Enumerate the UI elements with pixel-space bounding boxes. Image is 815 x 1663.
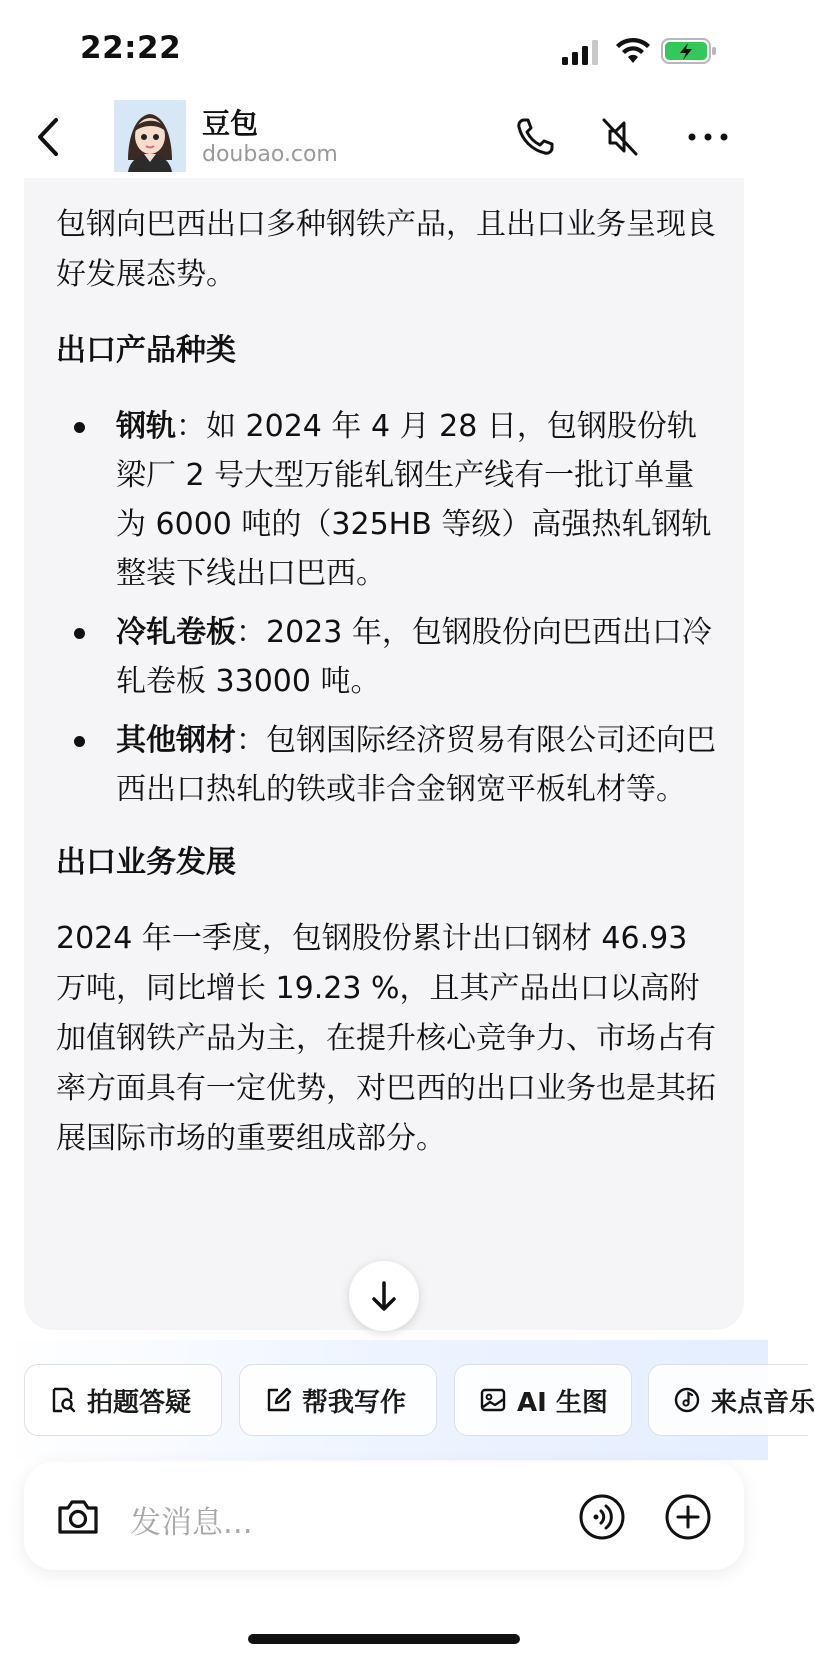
chip-label: 拍题答疑 xyxy=(87,1387,192,1418)
list-item-text: ：如 2024 年 4 月 28 日，包钢股份轨梁厂 2 号大型万能轧钢生产线有一批订单量为 6000 吨的（325HB 等级）高强热轧钢轨整装下线出口巴西。 xyxy=(116,409,712,591)
chip-label: 帮我写作 xyxy=(302,1387,407,1418)
bullet-icon xyxy=(74,628,85,639)
chip-label: 来点音乐 xyxy=(711,1387,815,1418)
voice-input-icon[interactable] xyxy=(578,1493,626,1541)
scroll-to-bottom-button[interactable] xyxy=(349,1261,419,1331)
chip-label: AI 生图 xyxy=(517,1387,608,1418)
image-icon xyxy=(479,1386,507,1414)
back-icon[interactable] xyxy=(30,112,66,162)
list-item-text: ：2023 年，包钢股份向巴西出口冷轧卷板 33000 吨。 xyxy=(116,615,712,699)
chip-music[interactable] xyxy=(648,1364,815,1436)
arrow-down-icon xyxy=(349,1261,419,1331)
product-list xyxy=(56,402,716,814)
list-item-label: 冷轧卷板 xyxy=(116,615,236,650)
bot-domain: doubao.com xyxy=(202,142,338,167)
list-item-text: ：包钢国际经济贸易有限公司还向巴西出口热轧的铁或非合金钢宽平板轧材等。 xyxy=(116,723,716,807)
chip-writing[interactable] xyxy=(239,1364,437,1436)
list-item xyxy=(56,608,716,706)
message-input[interactable]: 发消息... xyxy=(130,1505,253,1541)
list-item xyxy=(56,402,716,598)
message-intro: 包钢向巴西出口多种钢铁产品，且出口业务呈现良好发展态势。 xyxy=(56,207,716,292)
home-indicator xyxy=(248,1634,520,1644)
mute-speaker-icon[interactable] xyxy=(596,114,644,160)
wifi-icon xyxy=(614,36,652,66)
chat-header xyxy=(0,96,768,178)
edit-icon xyxy=(264,1386,292,1414)
music-icon xyxy=(673,1386,701,1414)
list-item-label: 钢轨 xyxy=(116,409,176,444)
status-bar xyxy=(0,0,768,100)
bullet-icon xyxy=(74,736,85,747)
add-icon[interactable] xyxy=(664,1493,712,1541)
camera-icon[interactable] xyxy=(54,1494,102,1540)
chip-photo-question[interactable] xyxy=(24,1364,222,1436)
list-item-label: 其他钢材 xyxy=(116,723,236,758)
phone-icon[interactable] xyxy=(512,114,560,160)
avatar[interactable] xyxy=(114,100,186,172)
section-title-products: 出口产品种类 xyxy=(56,333,236,368)
message-content xyxy=(56,200,716,1164)
battery-charging-icon xyxy=(660,36,718,66)
signal-icon xyxy=(560,38,602,66)
bullet-icon xyxy=(74,422,85,433)
list-item xyxy=(56,716,716,814)
section-title-development: 出口业务发展 xyxy=(56,845,236,880)
bot-name: 豆包 xyxy=(202,107,259,140)
section-development-text: 2024 年一季度，包钢股份累计出口钢材 46.93 万吨，同比增长 19.23 %，且其产品出口以高附加值钢铁产品为主，在提升核心竞争力、市场占有率方面具有一定优势，对巴西的出口业务也是其拓展国际市场的重要组成部分。 xyxy=(56,921,716,1156)
photo-question-icon xyxy=(49,1386,77,1414)
more-icon[interactable] xyxy=(684,114,732,160)
chip-ai-image[interactable] xyxy=(454,1364,632,1436)
status-time: 22:22 xyxy=(80,30,182,66)
